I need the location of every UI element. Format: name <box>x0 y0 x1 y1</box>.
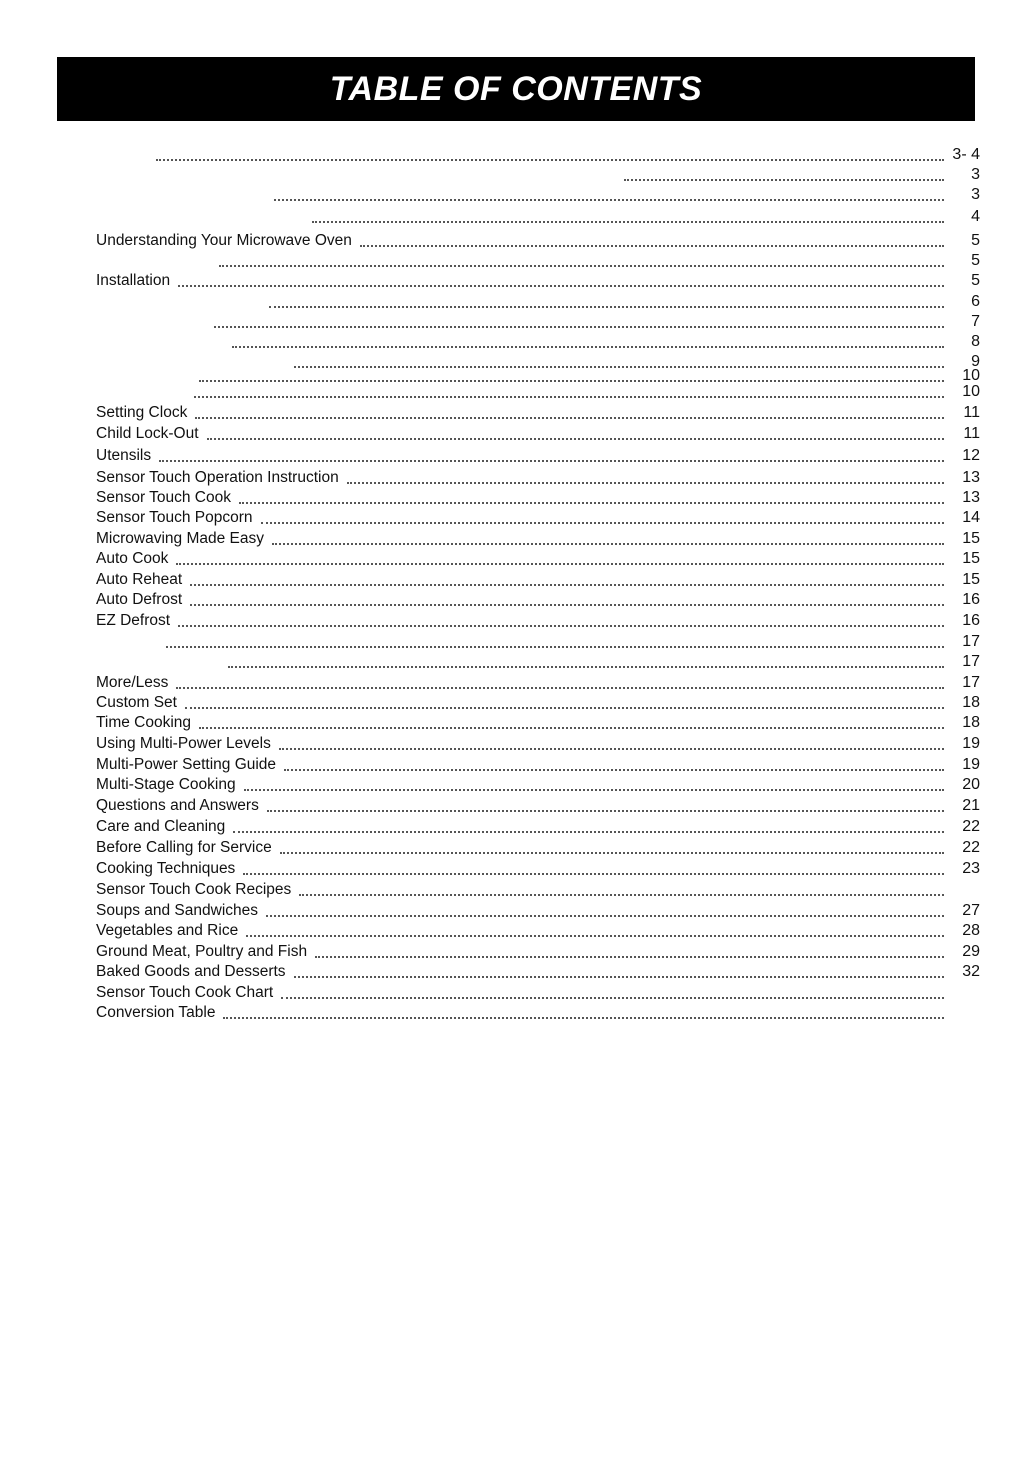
toc-entry-label: Custom Set <box>96 694 177 711</box>
toc-entry <box>96 382 980 402</box>
toc-entry-label: More/Less <box>96 674 169 691</box>
toc-page-number: 14 <box>962 509 980 526</box>
toc-page-number: 16 <box>962 591 980 608</box>
toc-page-number: 18 <box>962 694 980 711</box>
toc-dot-leader <box>243 873 944 875</box>
toc-dot-leader <box>269 306 944 308</box>
toc-entry <box>96 962 980 982</box>
toc-entry <box>96 332 980 352</box>
toc-page-number: 11 <box>963 425 980 442</box>
toc-dot-leader <box>281 997 944 999</box>
toc-entry-label: Soups and Sandwiches <box>96 902 259 919</box>
toc-dot-leader <box>299 894 944 896</box>
toc-page-number: 20 <box>962 776 980 793</box>
toc-page-number: 29 <box>962 943 980 960</box>
toc-entry <box>96 632 980 652</box>
toc-dot-leader <box>244 789 944 791</box>
toc-entry <box>96 693 980 713</box>
toc-entry-label: Setting Clock <box>96 404 188 421</box>
toc-entry <box>96 652 980 672</box>
toc-entry-label: Installation <box>96 272 171 289</box>
toc-dot-leader <box>239 502 944 504</box>
toc-entry <box>96 185 980 205</box>
toc-entry <box>96 673 980 693</box>
toc-page-number: 27 <box>962 902 980 919</box>
toc-dot-leader <box>178 285 944 287</box>
toc-page-number: 17 <box>962 674 980 691</box>
toc-entry <box>96 446 980 466</box>
toc-entry-label: Before Calling for Service <box>96 839 272 856</box>
toc-page-number: 5 <box>971 232 980 249</box>
toc-entry-label: Multi-Stage Cooking <box>96 776 236 793</box>
toc-entry <box>96 570 980 590</box>
toc-entry-label: Ground Meat, Poultry and Fish <box>96 943 308 960</box>
toc-entry <box>96 403 980 423</box>
toc-dot-leader <box>223 1017 944 1019</box>
toc-page-number: 3- 4 <box>952 146 980 163</box>
toc-entry <box>96 755 980 775</box>
toc-entry-label: Auto Cook <box>96 550 169 567</box>
toc-entry-label: EZ Defrost <box>96 612 171 629</box>
toc-entry-label: Microwaving Made Easy <box>96 530 264 547</box>
toc-entry-label: Understanding Your Microwave Oven <box>96 232 352 249</box>
toc-entry <box>96 901 980 921</box>
toc-entry <box>96 251 980 271</box>
toc-dot-leader <box>261 522 944 524</box>
toc-page-number: 4 <box>971 208 980 225</box>
toc-entry <box>96 880 980 900</box>
toc-entry-label: Child Lock-Out <box>96 425 199 442</box>
toc-page-number: 13 <box>962 469 980 486</box>
toc-dot-leader <box>360 245 944 247</box>
toc-entry <box>96 1003 980 1023</box>
toc-page-number: 9 <box>971 353 980 370</box>
toc-dot-leader <box>274 199 944 201</box>
toc-entry <box>96 817 980 837</box>
toc-page-number: 10 <box>962 367 980 384</box>
toc-entry-label: Multi-Power Setting Guide <box>96 756 277 773</box>
toc-page-number: 7 <box>971 313 980 330</box>
toc-dot-leader <box>284 769 944 771</box>
toc-dot-leader <box>176 687 944 689</box>
toc-page-number: 23 <box>962 860 980 877</box>
toc-dot-leader <box>190 584 944 586</box>
toc-entry <box>96 424 980 444</box>
toc-dot-leader <box>232 346 944 348</box>
toc-entry <box>96 734 980 754</box>
toc-entry <box>96 488 980 508</box>
toc-dot-leader <box>219 265 944 267</box>
toc-dot-leader <box>280 852 944 854</box>
toc-entry <box>96 468 980 488</box>
toc-dot-leader <box>267 810 944 812</box>
toc-dot-leader <box>266 915 944 917</box>
toc-entry-label: Utensils <box>96 447 152 464</box>
toc-entry-label: Sensor Touch Cook Recipes <box>96 881 292 898</box>
toc-page-number: 6 <box>971 293 980 310</box>
toc-entry-label: Using Multi-Power Levels <box>96 735 271 752</box>
toc-page-number: 5 <box>971 272 980 289</box>
toc-page-number: 22 <box>962 818 980 835</box>
toc-entry <box>96 271 980 291</box>
toc-entry-label: Sensor Touch Cook <box>96 489 231 506</box>
toc-dot-leader <box>272 543 944 545</box>
toc-page-number: 15 <box>962 550 980 567</box>
toc-page-number: 3 <box>971 166 980 183</box>
toc-entry-label: Vegetables and Rice <box>96 922 239 939</box>
toc-dot-leader <box>185 707 944 709</box>
toc-entry <box>96 165 980 185</box>
toc-dot-leader <box>312 221 944 223</box>
page-title: TABLE OF CONTENTS <box>329 69 703 108</box>
toc-dot-leader <box>214 326 944 328</box>
toc-dot-leader <box>199 727 944 729</box>
toc-dot-leader <box>279 748 944 750</box>
toc-dot-leader <box>347 482 944 484</box>
toc-page-number: 13 <box>962 489 980 506</box>
toc-page-number: 17 <box>962 633 980 650</box>
title-banner <box>57 57 975 121</box>
toc-page-number: 12 <box>962 447 980 464</box>
toc-dot-leader <box>315 956 944 958</box>
toc-entry <box>96 207 980 227</box>
toc-dot-leader <box>195 417 944 419</box>
toc-page-number: 11 <box>963 404 980 421</box>
toc-dot-leader <box>624 179 944 181</box>
toc-entry <box>96 508 980 528</box>
toc-dot-leader <box>294 976 944 978</box>
toc-dot-leader <box>178 625 944 627</box>
toc-dot-leader <box>156 159 944 161</box>
toc-entry-label: Time Cooking <box>96 714 192 731</box>
toc-dot-leader <box>228 666 944 668</box>
toc-entry-label: Sensor Touch Cook Chart <box>96 984 274 1001</box>
toc-entry <box>96 983 980 1003</box>
toc-page-number: 18 <box>962 714 980 731</box>
toc-dot-leader <box>190 604 944 606</box>
toc-entry <box>96 859 980 879</box>
toc-entry <box>96 231 980 251</box>
toc-page-number: 8 <box>971 333 980 350</box>
toc-page-number: 28 <box>962 922 980 939</box>
toc-dot-leader <box>207 438 944 440</box>
toc-entry-label: Conversion Table <box>96 1004 216 1021</box>
toc-entry-label: Auto Reheat <box>96 571 183 588</box>
toc-dot-leader <box>246 935 944 937</box>
toc-dot-leader <box>194 396 944 398</box>
toc-entry-label: Baked Goods and Desserts <box>96 963 286 980</box>
toc-entry <box>96 529 980 549</box>
toc-dot-leader <box>159 460 944 462</box>
toc-entry <box>96 611 980 631</box>
toc-entry-label: Care and Cleaning <box>96 818 226 835</box>
toc-entry-label: Sensor Touch Popcorn <box>96 509 253 526</box>
toc-page-number: 16 <box>962 612 980 629</box>
toc-entry <box>96 549 980 569</box>
toc-entry <box>96 775 980 795</box>
toc-dot-leader <box>176 563 944 565</box>
toc-page-number: 19 <box>962 735 980 752</box>
toc-page-number: 5 <box>971 252 980 269</box>
toc-page-number: 22 <box>962 839 980 856</box>
toc-entry <box>96 312 980 332</box>
toc-entry <box>96 838 980 858</box>
toc-page-number: 17 <box>962 653 980 670</box>
toc-entry <box>96 942 980 962</box>
toc-page-number: 32 <box>962 963 980 980</box>
toc-dot-leader <box>166 646 944 648</box>
toc-entry-label: Cooking Techniques <box>96 860 236 877</box>
toc-entry-label: Auto Defrost <box>96 591 183 608</box>
toc-page-number: 21 <box>962 797 980 814</box>
toc-entry <box>96 921 980 941</box>
toc-entry-label: Questions and Answers <box>96 797 259 814</box>
toc-page-number: 15 <box>962 530 980 547</box>
toc-entry-label: Sensor Touch Operation Instruction <box>96 469 339 486</box>
toc-entry <box>96 292 980 312</box>
toc-page-number: 19 <box>962 756 980 773</box>
toc-entry <box>96 590 980 610</box>
toc-entry <box>96 713 980 733</box>
toc-page-number: 3 <box>971 186 980 203</box>
toc-page-number: 15 <box>962 571 980 588</box>
toc-entry <box>96 796 980 816</box>
toc-dot-leader <box>233 831 944 833</box>
toc-page-number: 10 <box>962 383 980 400</box>
toc-entry <box>96 145 980 165</box>
